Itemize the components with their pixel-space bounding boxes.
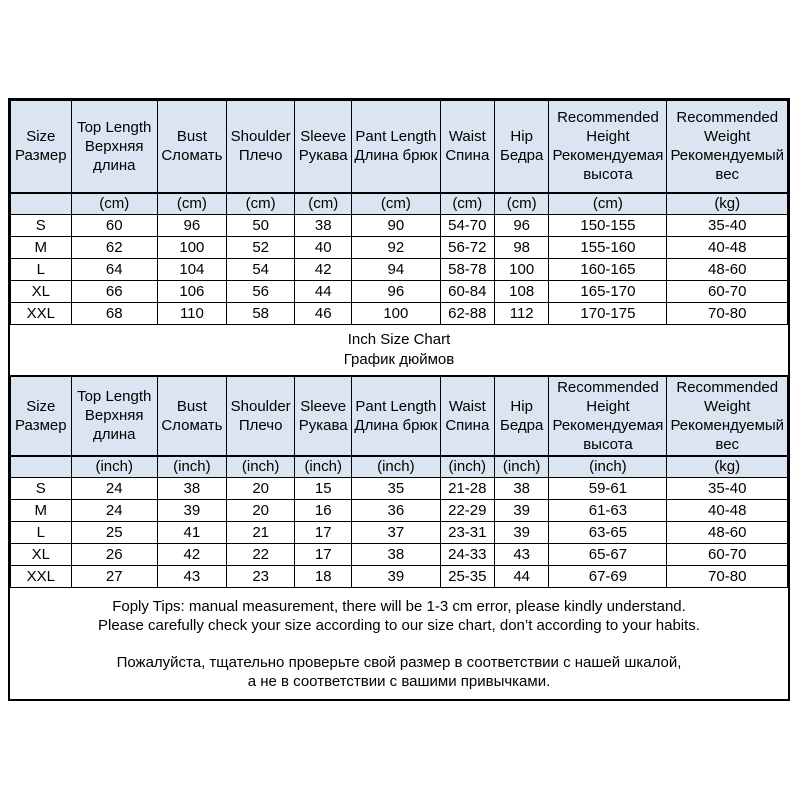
- inch-size-table: [10, 375, 788, 588]
- header-label-ru: Рекомендуемый вес: [670, 416, 785, 453]
- notes-en-line2: Please carefully check your size according to our size chart, don’t according to your habits.: [98, 616, 700, 634]
- value-cell: 43: [157, 565, 226, 587]
- value-cell: 43: [495, 543, 549, 565]
- value-cell: 20: [226, 499, 294, 521]
- value-cell: 56: [226, 280, 294, 302]
- table-row: [11, 499, 788, 521]
- unit-cell: (inch): [71, 456, 157, 478]
- inch-chart-title-en: Inch Size Chart: [347, 330, 451, 348]
- unit-cell: (inch): [440, 456, 494, 478]
- unit-cell: (inch): [549, 456, 667, 478]
- size-cell: XL: [11, 280, 72, 302]
- header-label-ru: Рекомендуемый вес: [670, 147, 785, 184]
- size-cell: L: [11, 521, 72, 543]
- header-label-ru: Плечо: [238, 147, 283, 165]
- value-cell: 68: [71, 302, 157, 324]
- size-cell: S: [11, 477, 72, 499]
- value-cell: 38: [495, 477, 549, 499]
- header-label-ru: Рукава: [298, 416, 348, 434]
- cm-units-row: [11, 193, 788, 215]
- size-cell: M: [11, 499, 72, 521]
- header-label-ru: Сломать: [161, 416, 223, 434]
- value-cell: 24: [71, 477, 157, 499]
- value-cell: 39: [495, 499, 549, 521]
- value-cell: 160-165: [549, 258, 667, 280]
- value-cell: 100: [352, 302, 441, 324]
- unit-cell: (cm): [352, 193, 441, 215]
- header-label-ru: Длина брюк: [354, 147, 438, 165]
- col-header-sleeve: [295, 376, 352, 456]
- table-row: [11, 302, 788, 324]
- value-cell: 40: [295, 236, 352, 258]
- value-cell: 15: [295, 477, 352, 499]
- size-cell: XXL: [11, 302, 72, 324]
- value-cell: 46: [295, 302, 352, 324]
- col-header-top-length: [71, 376, 157, 456]
- value-cell: 110: [157, 302, 226, 324]
- col-header-hip: [495, 376, 549, 456]
- value-cell: 40-48: [667, 499, 788, 521]
- value-cell: 61-63: [549, 499, 667, 521]
- unit-cell: [11, 456, 72, 478]
- col-header-shoulder: [226, 101, 294, 193]
- value-cell: 35: [352, 477, 441, 499]
- header-label-en: Waist: [448, 397, 486, 415]
- notes-russian: [18, 653, 780, 691]
- unit-cell: (inch): [295, 456, 352, 478]
- table-row: [11, 236, 788, 258]
- inch-units-row: [11, 456, 788, 478]
- size-cell: XXL: [11, 565, 72, 587]
- cm-header-row: [11, 101, 788, 193]
- inch-table-body: [11, 477, 788, 587]
- value-cell: 39: [352, 565, 441, 587]
- value-cell: 58: [226, 302, 294, 324]
- value-cell: 65-67: [549, 543, 667, 565]
- value-cell: 62-88: [440, 302, 494, 324]
- header-label-en: Top Length: [77, 118, 152, 136]
- value-cell: 18: [295, 565, 352, 587]
- value-cell: 70-80: [667, 565, 788, 587]
- col-header-hip: [495, 101, 549, 193]
- unit-cell: (cm): [549, 193, 667, 215]
- unit-cell: (inch): [495, 456, 549, 478]
- header-label-en: Waist: [448, 128, 486, 146]
- value-cell: 56-72: [440, 236, 494, 258]
- value-cell: 66: [71, 280, 157, 302]
- value-cell: 25-35: [440, 565, 494, 587]
- unit-cell: (cm): [440, 193, 494, 215]
- value-cell: 23-31: [440, 521, 494, 543]
- notes-en-line1: Foply Tips: manual measurement, there will be 1-3 cm error, please kindly understand.: [112, 597, 686, 615]
- value-cell: 26: [71, 543, 157, 565]
- col-header-recommended-weight: [667, 101, 788, 193]
- value-cell: 54-70: [440, 214, 494, 236]
- col-header-waist: [440, 376, 494, 456]
- col-header-shoulder: [226, 376, 294, 456]
- cm-size-table: [10, 100, 788, 325]
- value-cell: 108: [495, 280, 549, 302]
- col-header-bust: [157, 101, 226, 193]
- unit-cell: (inch): [157, 456, 226, 478]
- col-header-recommended-weight: [667, 376, 788, 456]
- col-header-pant-length: [352, 101, 441, 193]
- value-cell: 39: [157, 499, 226, 521]
- measurement-notes: [10, 588, 788, 699]
- value-cell: 96: [352, 280, 441, 302]
- value-cell: 60-70: [667, 543, 788, 565]
- value-cell: 155-160: [549, 236, 667, 258]
- inch-chart-title-ru: График дюймов: [343, 350, 455, 368]
- value-cell: 112: [495, 302, 549, 324]
- notes-english: [18, 597, 780, 635]
- unit-cell: [11, 193, 72, 215]
- value-cell: 165-170: [549, 280, 667, 302]
- unit-cell: (inch): [352, 456, 441, 478]
- value-cell: 17: [295, 521, 352, 543]
- value-cell: 37: [352, 521, 441, 543]
- value-cell: 36: [352, 499, 441, 521]
- header-label-en: Recommended Weight: [676, 378, 779, 415]
- value-cell: 41: [157, 521, 226, 543]
- value-cell: 52: [226, 236, 294, 258]
- header-label-ru: Рекомендуемая высота: [552, 147, 664, 184]
- inch-header-row: [11, 376, 788, 456]
- table-row: [11, 521, 788, 543]
- col-header-pant-length: [352, 376, 441, 456]
- value-cell: 62: [71, 236, 157, 258]
- unit-cell: (cm): [495, 193, 549, 215]
- value-cell: 20: [226, 477, 294, 499]
- header-label-en: Shoulder: [230, 128, 291, 146]
- value-cell: 16: [295, 499, 352, 521]
- col-header-size: [11, 101, 72, 193]
- cm-table-body: [11, 214, 788, 324]
- value-cell: 39: [495, 521, 549, 543]
- header-label-en: Hip: [510, 128, 533, 146]
- col-header-waist: [440, 101, 494, 193]
- header-label-ru: Верхняя длина: [84, 407, 144, 443]
- value-cell: 42: [157, 543, 226, 565]
- header-label-ru: Спина: [445, 416, 490, 434]
- value-cell: 96: [495, 214, 549, 236]
- size-cell: S: [11, 214, 72, 236]
- header-label-ru: Сломать: [161, 147, 223, 165]
- header-label-en: Top Length: [77, 388, 152, 405]
- value-cell: 60-70: [667, 280, 788, 302]
- value-cell: 106: [157, 280, 226, 302]
- value-cell: 44: [495, 565, 549, 587]
- value-cell: 60: [71, 214, 157, 236]
- value-cell: 67-69: [549, 565, 667, 587]
- header-label-ru: Рукава: [298, 147, 348, 165]
- col-header-recommended-height: [549, 376, 667, 456]
- header-label-en: Bust: [176, 128, 207, 146]
- table-row: [11, 214, 788, 236]
- value-cell: 22: [226, 543, 294, 565]
- table-row: [11, 543, 788, 565]
- value-cell: 21-28: [440, 477, 494, 499]
- value-cell: 25: [71, 521, 157, 543]
- value-cell: 38: [157, 477, 226, 499]
- header-label-en: Pant Length: [355, 128, 437, 146]
- inch-chart-divider: [10, 325, 788, 375]
- value-cell: 50: [226, 214, 294, 236]
- header-label-ru: Верхняя длина: [84, 137, 144, 174]
- header-label-ru: Длина брюк: [354, 416, 438, 434]
- unit-cell: (cm): [71, 193, 157, 215]
- header-label-ru: Бедра: [500, 416, 544, 434]
- col-header-top-length: [71, 101, 157, 193]
- header-label-ru: Размер: [15, 147, 67, 165]
- header-label-ru: Плечо: [238, 416, 283, 434]
- value-cell: 35-40: [667, 214, 788, 236]
- value-cell: 94: [352, 258, 441, 280]
- value-cell: 42: [295, 258, 352, 280]
- value-cell: 48-60: [667, 521, 788, 543]
- value-cell: 59-61: [549, 477, 667, 499]
- value-cell: 70-80: [667, 302, 788, 324]
- table-row: [11, 477, 788, 499]
- header-label-ru: Спина: [445, 147, 490, 165]
- value-cell: 100: [157, 236, 226, 258]
- value-cell: 48-60: [667, 258, 788, 280]
- unit-cell: (inch): [226, 456, 294, 478]
- value-cell: 92: [352, 236, 441, 258]
- size-cell: XL: [11, 543, 72, 565]
- header-label-ru: Размер: [15, 416, 67, 434]
- header-label-en: Recommended Height: [557, 109, 659, 146]
- header-label-en: Size: [26, 397, 56, 415]
- header-label-en: Sleeve: [300, 128, 347, 146]
- header-label-en: Hip: [510, 397, 533, 415]
- value-cell: 21: [226, 521, 294, 543]
- size-chart-sheet: [8, 98, 790, 701]
- header-label-en: Bust: [176, 397, 207, 415]
- col-header-bust: [157, 376, 226, 456]
- table-row: [11, 280, 788, 302]
- size-cell: L: [11, 258, 72, 280]
- unit-cell: (cm): [157, 193, 226, 215]
- value-cell: 54: [226, 258, 294, 280]
- value-cell: 22-29: [440, 499, 494, 521]
- unit-cell: (kg): [667, 456, 788, 478]
- value-cell: 58-78: [440, 258, 494, 280]
- header-label-en: Recommended Weight: [676, 109, 779, 146]
- col-header-sleeve: [295, 101, 352, 193]
- value-cell: 170-175: [549, 302, 667, 324]
- unit-cell: (cm): [226, 193, 294, 215]
- value-cell: 90: [352, 214, 441, 236]
- unit-cell: (cm): [295, 193, 352, 215]
- value-cell: 104: [157, 258, 226, 280]
- value-cell: 35-40: [667, 477, 788, 499]
- header-label-en: Pant Length: [355, 397, 437, 415]
- col-header-recommended-height: [549, 101, 667, 193]
- value-cell: 17: [295, 543, 352, 565]
- value-cell: 27: [71, 565, 157, 587]
- unit-cell: (kg): [667, 193, 788, 215]
- size-cell: M: [11, 236, 72, 258]
- header-label-en: Shoulder: [230, 397, 291, 415]
- value-cell: 38: [352, 543, 441, 565]
- notes-ru-line2: а не в соответствии с вашими привычками.: [247, 672, 551, 690]
- table-row: [11, 565, 788, 587]
- value-cell: 24-33: [440, 543, 494, 565]
- value-cell: 24: [71, 499, 157, 521]
- table-row: [11, 258, 788, 280]
- value-cell: 100: [495, 258, 549, 280]
- value-cell: 40-48: [667, 236, 788, 258]
- header-label-en: Recommended Height: [557, 378, 659, 415]
- notes-ru-line1: Пожалуйста, тщательно проверьте свой размер в соответствии с нашей шкалой,: [116, 653, 682, 671]
- value-cell: 23: [226, 565, 294, 587]
- value-cell: 98: [495, 236, 549, 258]
- value-cell: 96: [157, 214, 226, 236]
- value-cell: 63-65: [549, 521, 667, 543]
- header-label-en: Sleeve: [300, 397, 347, 415]
- value-cell: 38: [295, 214, 352, 236]
- header-label-en: Size: [26, 128, 56, 146]
- header-label-ru: Рекомендуемая высота: [552, 416, 664, 453]
- col-header-size: [11, 376, 72, 456]
- value-cell: 150-155: [549, 214, 667, 236]
- value-cell: 60-84: [440, 280, 494, 302]
- header-label-ru: Бедра: [500, 147, 544, 165]
- value-cell: 44: [295, 280, 352, 302]
- value-cell: 64: [71, 258, 157, 280]
